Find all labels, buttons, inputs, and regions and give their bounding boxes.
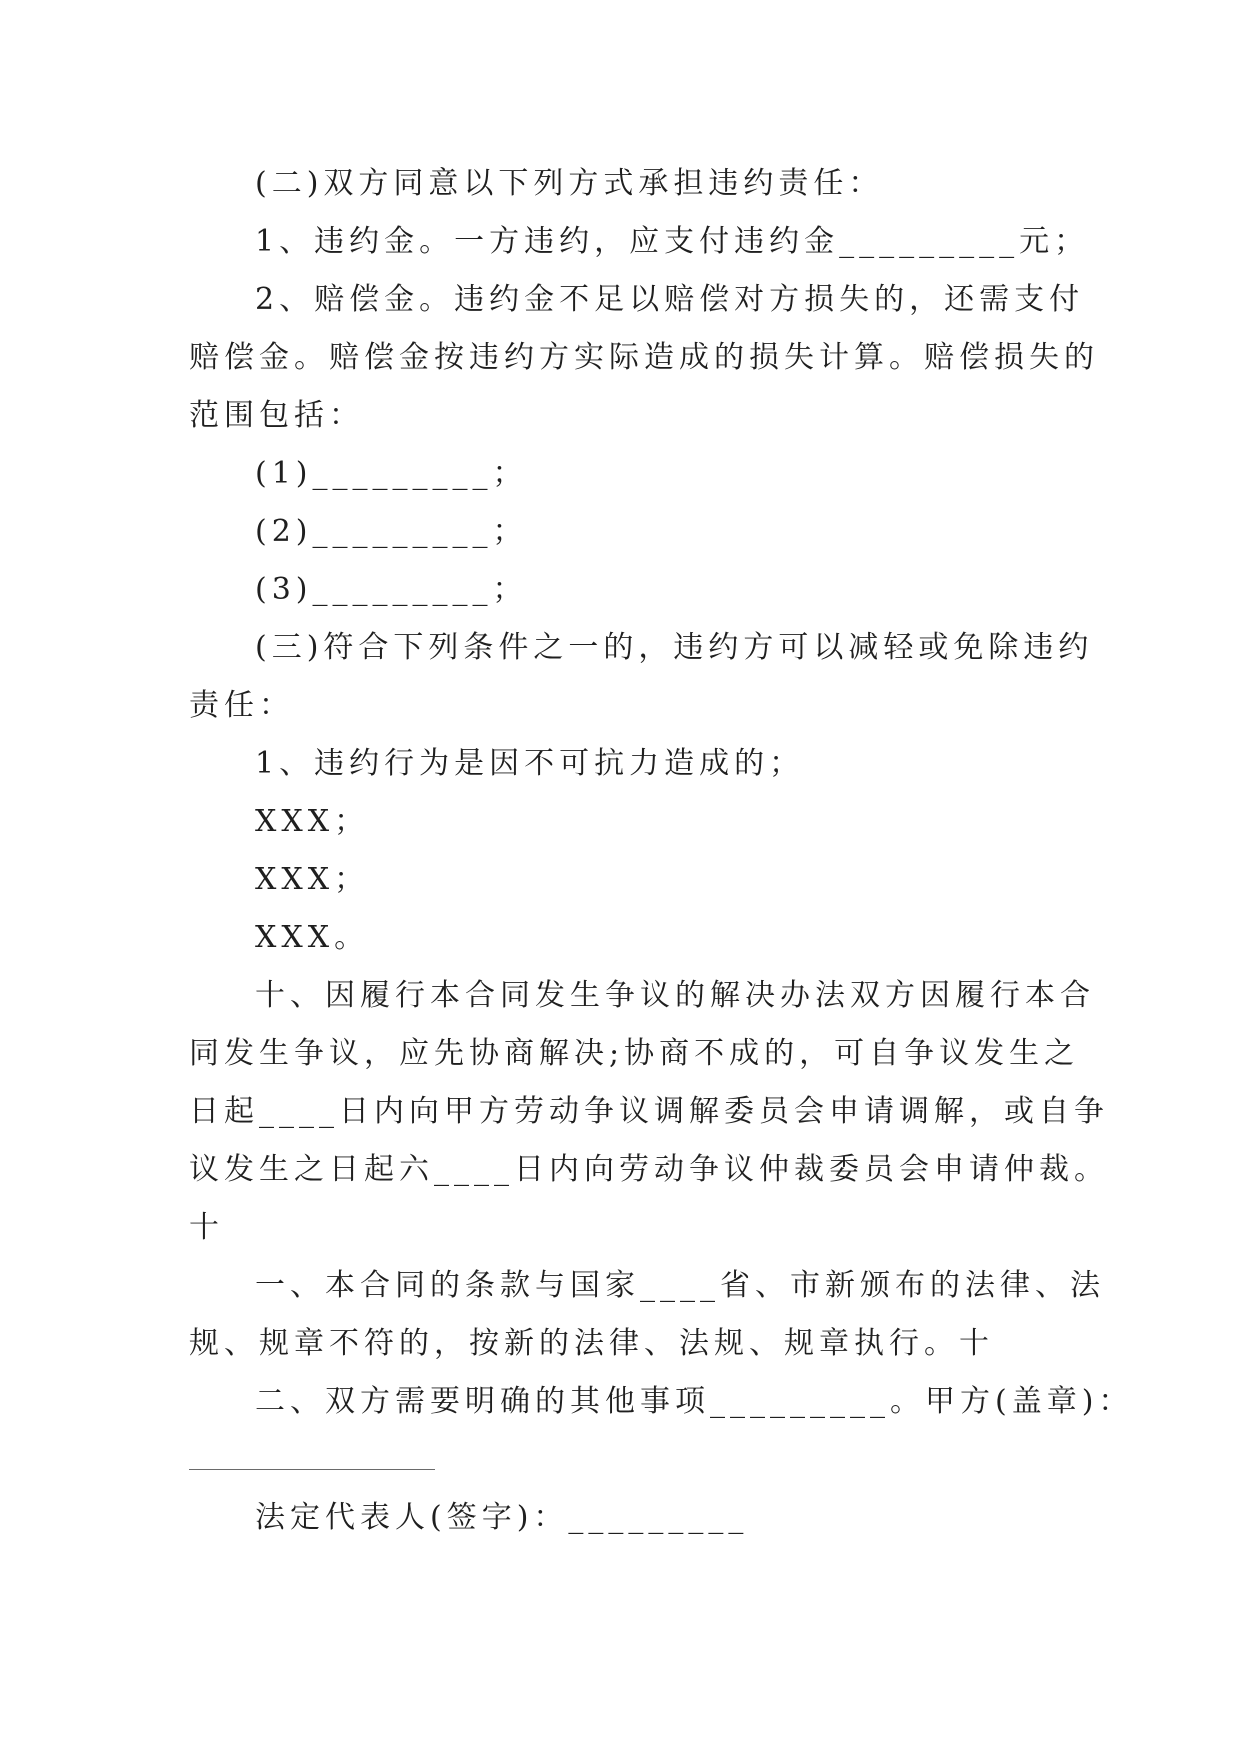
scope-item-2: (2)_________； [255, 514, 528, 549]
law-update-line-1: 一、本合同的条款与国家____省、市新颁布的法律、法 [255, 1268, 1105, 1303]
document-body [189, 155, 1134, 1547]
exemption-item-4: XXX。 [255, 920, 370, 955]
party-a-seal-blank [189, 1431, 1049, 1489]
exemption-item-2: XXX； [255, 804, 370, 839]
clause-3-heading-1: (三)符合下列条件之一的，违约方可以减轻或免除违约 [255, 630, 1094, 665]
compensation-line-2: 赔偿金。赔偿金按违约方实际造成的损失计算。赔偿损失的 [189, 340, 1099, 375]
exemption-item-1: 1、违约行为是因不可抗力造成的； [255, 746, 805, 781]
signature-underline [189, 1469, 435, 1470]
legal-representative-line: 法定代表人(签字)：_________ [255, 1500, 749, 1535]
clause-2-heading: (二)双方同意以下列方式承担违约责任： [255, 166, 884, 201]
scope-item-1: (1)_________； [255, 456, 528, 491]
other-matters-line: 二、双方需要明确的其他事项_________。甲方(盖章)： [255, 1384, 1134, 1419]
dispute-line-1: 十、因履行本合同发生争议的解决办法双方因履行本合 [255, 978, 1095, 1013]
exemption-item-3: XXX； [255, 862, 370, 897]
law-update-line-2: 规、规章不符的，按新的法律、法规、规章执行。十 [189, 1326, 994, 1361]
compensation-line-1: 2、赔偿金。违约金不足以赔偿对方损失的，还需支付 [255, 282, 1085, 317]
section-eleven-marker: 十 [189, 1210, 224, 1245]
clause-3-heading-2: 责任： [189, 688, 294, 723]
penalty-line: 1、违约金。一方违约，应支付违约金_________元； [255, 224, 1090, 259]
scope-item-3: (3)_________； [255, 572, 528, 607]
dispute-line-3: 日起____日内向甲方劳动争议调解委员会申请调解，或自争 [189, 1094, 1109, 1129]
dispute-line-2: 同发生争议，应先协商解决;协商不成的，可自争议发生之 [189, 1036, 1080, 1071]
compensation-line-3: 范围包括： [189, 398, 364, 433]
dispute-line-4: 议发生之日起六____日内向劳动争议仲裁委员会申请仲裁。 [189, 1152, 1109, 1187]
